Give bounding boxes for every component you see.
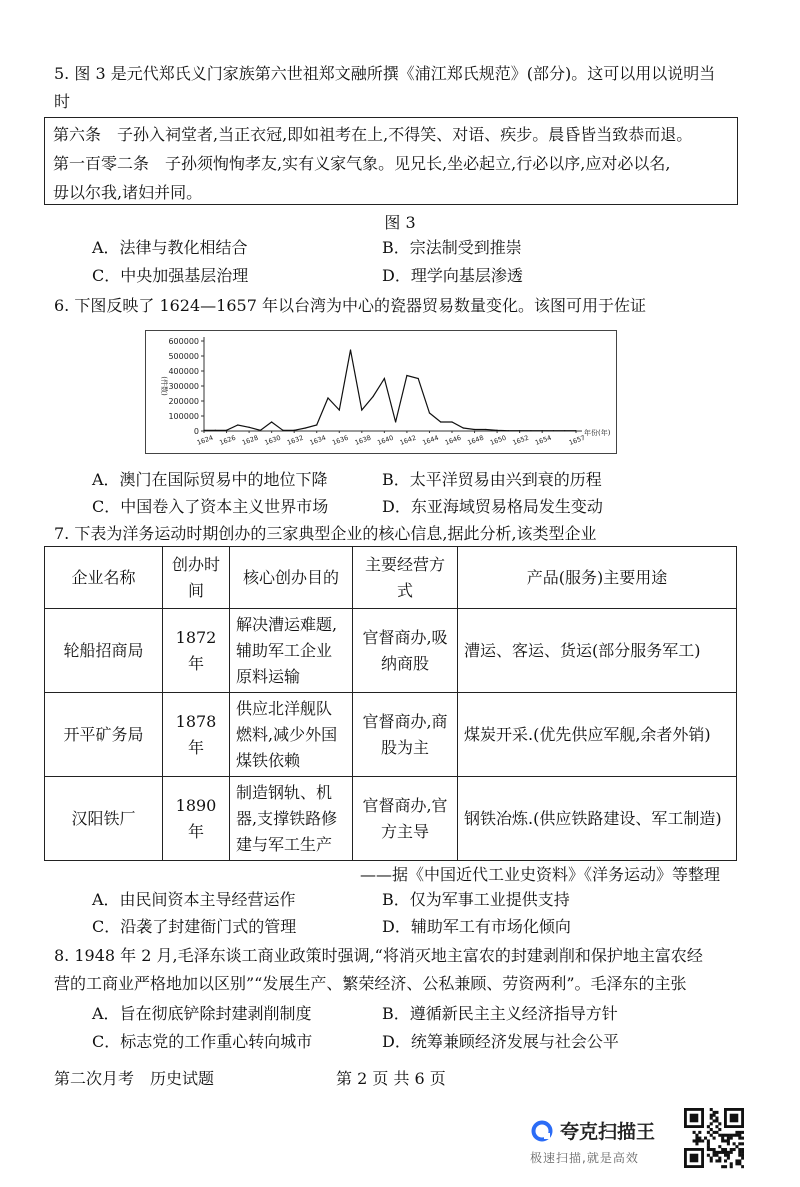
- cell-use: 漕运、客运、货运(部分服务军工): [458, 609, 737, 693]
- data-point: [564, 430, 565, 431]
- q5-stem-line1: 5. 图 3 是元代郑氏义门家族第六世祖郑文融所撰《浦江郑氏规范》(部分)。这可以用以说明当: [54, 64, 716, 83]
- q5-excerpt-line2: 第一百零二条 子孙须恂恂孝友,实有义家气象。见兄长,坐必起立,行必以序,应对必以名,: [53, 154, 671, 173]
- header-purpose: 核心创办目的: [230, 547, 353, 609]
- data-point: [474, 429, 475, 430]
- q6-option-a[interactable]: A．澳门在国际贸易中的地位下降: [92, 470, 328, 489]
- data-point: [384, 378, 385, 379]
- x-tick-label: 1646: [443, 433, 463, 447]
- data-point: [327, 397, 328, 398]
- cell-mode: 官督商办,吸纳商股: [353, 609, 458, 693]
- x-tick-label: 1626: [218, 433, 237, 447]
- header-use: 产品(服务)主要用途: [458, 547, 737, 609]
- footer-page-number: 第 2 页 共 6 页: [336, 1069, 446, 1088]
- data-point: [440, 421, 441, 422]
- q7-option-d[interactable]: D．辅助军工有市场化倾向: [382, 917, 571, 936]
- data-point: [372, 396, 373, 397]
- x-axis-label: 年份(年): [584, 429, 611, 437]
- cell-purpose: 制造钢轨、机器,支撑铁路修建与军工生产: [230, 777, 353, 861]
- cell-year: 1872 年: [163, 609, 230, 693]
- q8-option-d[interactable]: D．统筹兼顾经济发展与社会公平: [382, 1032, 619, 1051]
- data-point: [542, 430, 543, 431]
- data-point: [271, 421, 272, 422]
- cell-name: 轮船招商局: [45, 609, 163, 693]
- x-tick-label: 1632: [286, 433, 305, 447]
- data-point: [530, 430, 531, 431]
- data-point: [553, 430, 554, 431]
- cell-mode: 官督商办,商股为主: [353, 693, 458, 777]
- x-tick-label: 1640: [376, 433, 395, 447]
- q7-stem: 7. 下表为洋务运动时期创办的三家典型企业的核心信息,据此分析,该类型企业: [54, 524, 597, 543]
- cell-year: 1878 年: [163, 693, 230, 777]
- q8-option-a[interactable]: A．旨在彻底铲除封建剥削制度: [92, 1004, 312, 1023]
- q5-option-d[interactable]: D．理学向基层渗透: [382, 266, 523, 285]
- x-tick-label: 1638: [353, 433, 373, 447]
- data-point: [496, 430, 497, 431]
- q6-chart-svg: [146, 331, 616, 453]
- data-point: [395, 421, 396, 422]
- header-mode: 主要经营方式: [353, 547, 458, 609]
- header-year: 创办时间: [163, 547, 230, 609]
- cell-name: 开平矿务局: [45, 693, 163, 777]
- q5-excerpt-line3: 毋以尔我,诸妇并同。: [53, 183, 203, 202]
- q7-table-source: ——据《中国近代工业史资料》《洋务运动》等整理: [360, 865, 721, 884]
- x-tick-label: 1634: [308, 433, 327, 447]
- scanner-slogan: 极速扫描,就是高效: [530, 1151, 639, 1165]
- data-point: [519, 430, 520, 431]
- data-point: [282, 430, 283, 431]
- x-tick-label: 1657: [567, 433, 587, 447]
- q8-stem-line1: 8. 1948 年 2 月,毛泽东谈工商业政策时强调,“将消灭地主富农的封建剥削和保护地主富农经: [54, 946, 703, 965]
- data-point: [248, 427, 249, 428]
- q8-stem-line2: 营的工商业严格地加以区别”“发展生产、繁荣经济、公私兼顾、劳资两利”。毛泽东的主张: [54, 974, 687, 993]
- q5-option-b[interactable]: B．宗法制受到推崇: [382, 238, 522, 257]
- data-point: [463, 427, 464, 428]
- cell-use: 煤炭开采.(优先供应军舰,余者外销): [458, 693, 737, 777]
- cell-purpose: 供应北洋舰队燃料,减少外国煤铁依赖: [230, 693, 353, 777]
- data-point: [485, 429, 486, 430]
- data-point: [305, 427, 306, 428]
- q6-stem: 6. 下图反映了 1624—1657 年以台湾为中心的瓷器贸易数量变化。该图可用于佐证: [54, 296, 646, 315]
- cell-mode: 官督商办,官方主导: [353, 777, 458, 861]
- y-tick-label: 300000: [168, 382, 199, 391]
- x-tick-label: 1630: [263, 433, 282, 447]
- q6-chart: [145, 330, 617, 454]
- table-row: [45, 777, 737, 861]
- data-point: [406, 375, 407, 376]
- data-point: [350, 349, 351, 350]
- x-tick-label: 1644: [421, 433, 440, 447]
- x-tick-label: 1624: [195, 433, 215, 447]
- x-tick-label: 1654: [534, 433, 553, 447]
- data-point: [418, 378, 419, 379]
- x-tick-label: 1636: [331, 433, 350, 447]
- cell-year: 1890 年: [163, 777, 230, 861]
- scanner-logo-icon: [530, 1119, 554, 1143]
- q6-option-b[interactable]: B．太平洋贸易由兴到衰的历程: [382, 470, 602, 489]
- q5-option-c[interactable]: C．中央加强基层治理: [92, 266, 249, 285]
- series-line: [204, 350, 576, 431]
- q5-figure-caption: 图 3: [384, 213, 416, 232]
- data-point: [226, 430, 227, 431]
- q6-option-d[interactable]: D．东亚海域贸易格局发生变动: [382, 497, 603, 516]
- data-point: [575, 430, 576, 431]
- y-tick-label: 0: [193, 427, 199, 436]
- x-tick-label: 1648: [466, 433, 485, 447]
- q6-option-c[interactable]: C．中国卷入了资本主义世界市场: [92, 497, 329, 516]
- y-tick-label: 200000: [168, 397, 199, 406]
- data-point: [508, 430, 509, 431]
- q8-option-c[interactable]: C．标志党的工作重心转向城市: [92, 1032, 313, 1051]
- qr-code-icon: [684, 1108, 744, 1170]
- x-tick-label: 1652: [511, 433, 530, 447]
- q5-excerpt-line1: 第六条 子孙入祠堂者,当正衣冠,即如祖考在上,不得笑、对语、疾步。晨昏皆当致恭而退。: [53, 125, 693, 144]
- y-tick-label: 400000: [168, 367, 199, 376]
- q5-stem-line2: 时: [54, 92, 71, 111]
- y-tick-label: 600000: [168, 337, 199, 346]
- scanner-brand-name: 夸克扫描王: [560, 1121, 656, 1143]
- y-tick-label: 500000: [168, 352, 199, 361]
- table-row: [45, 693, 737, 777]
- q8-option-b[interactable]: B．遵循新民主主义经济指导方针: [382, 1004, 618, 1023]
- table-row: [45, 609, 737, 693]
- data-point: [294, 430, 295, 431]
- data-point: [203, 430, 204, 431]
- q5-excerpt-box: [44, 117, 738, 205]
- cell-name: 汉阳铁厂: [45, 777, 163, 861]
- x-tick-label: 1628: [241, 433, 260, 447]
- x-tick-label: 1650: [489, 433, 508, 447]
- cell-use: 钢铁冶炼.(供应铁路建设、军工制造): [458, 777, 737, 861]
- q7-option-b[interactable]: B．仅为军事工业提供支持: [382, 890, 570, 909]
- footer-exam-title: 第二次月考 历史试题: [54, 1069, 215, 1088]
- cell-purpose: 解决漕运难题,辅助军工企业原料运输: [230, 609, 353, 693]
- q5-option-a[interactable]: A．法律与教化相结合: [92, 238, 248, 257]
- q7-option-a[interactable]: A．由民间资本主导经营运作: [92, 890, 296, 909]
- y-tick-label: 100000: [168, 412, 199, 421]
- data-point: [260, 430, 261, 431]
- q7-enterprise-table: [44, 546, 737, 861]
- table-header-row: [45, 547, 737, 609]
- data-point: [215, 430, 216, 431]
- data-point: [429, 412, 430, 413]
- data-point: [316, 424, 317, 425]
- data-point: [361, 409, 362, 410]
- data-point: [451, 421, 452, 422]
- x-tick-label: 1642: [398, 433, 418, 447]
- header-name: 企业名称: [45, 547, 163, 609]
- scanner-watermark: [528, 1115, 678, 1171]
- q7-option-c[interactable]: C．沿袭了封建衙门式的管理: [92, 917, 297, 936]
- y-axis-label: (件数): [160, 376, 168, 396]
- data-point: [339, 409, 340, 410]
- data-point: [237, 424, 238, 425]
